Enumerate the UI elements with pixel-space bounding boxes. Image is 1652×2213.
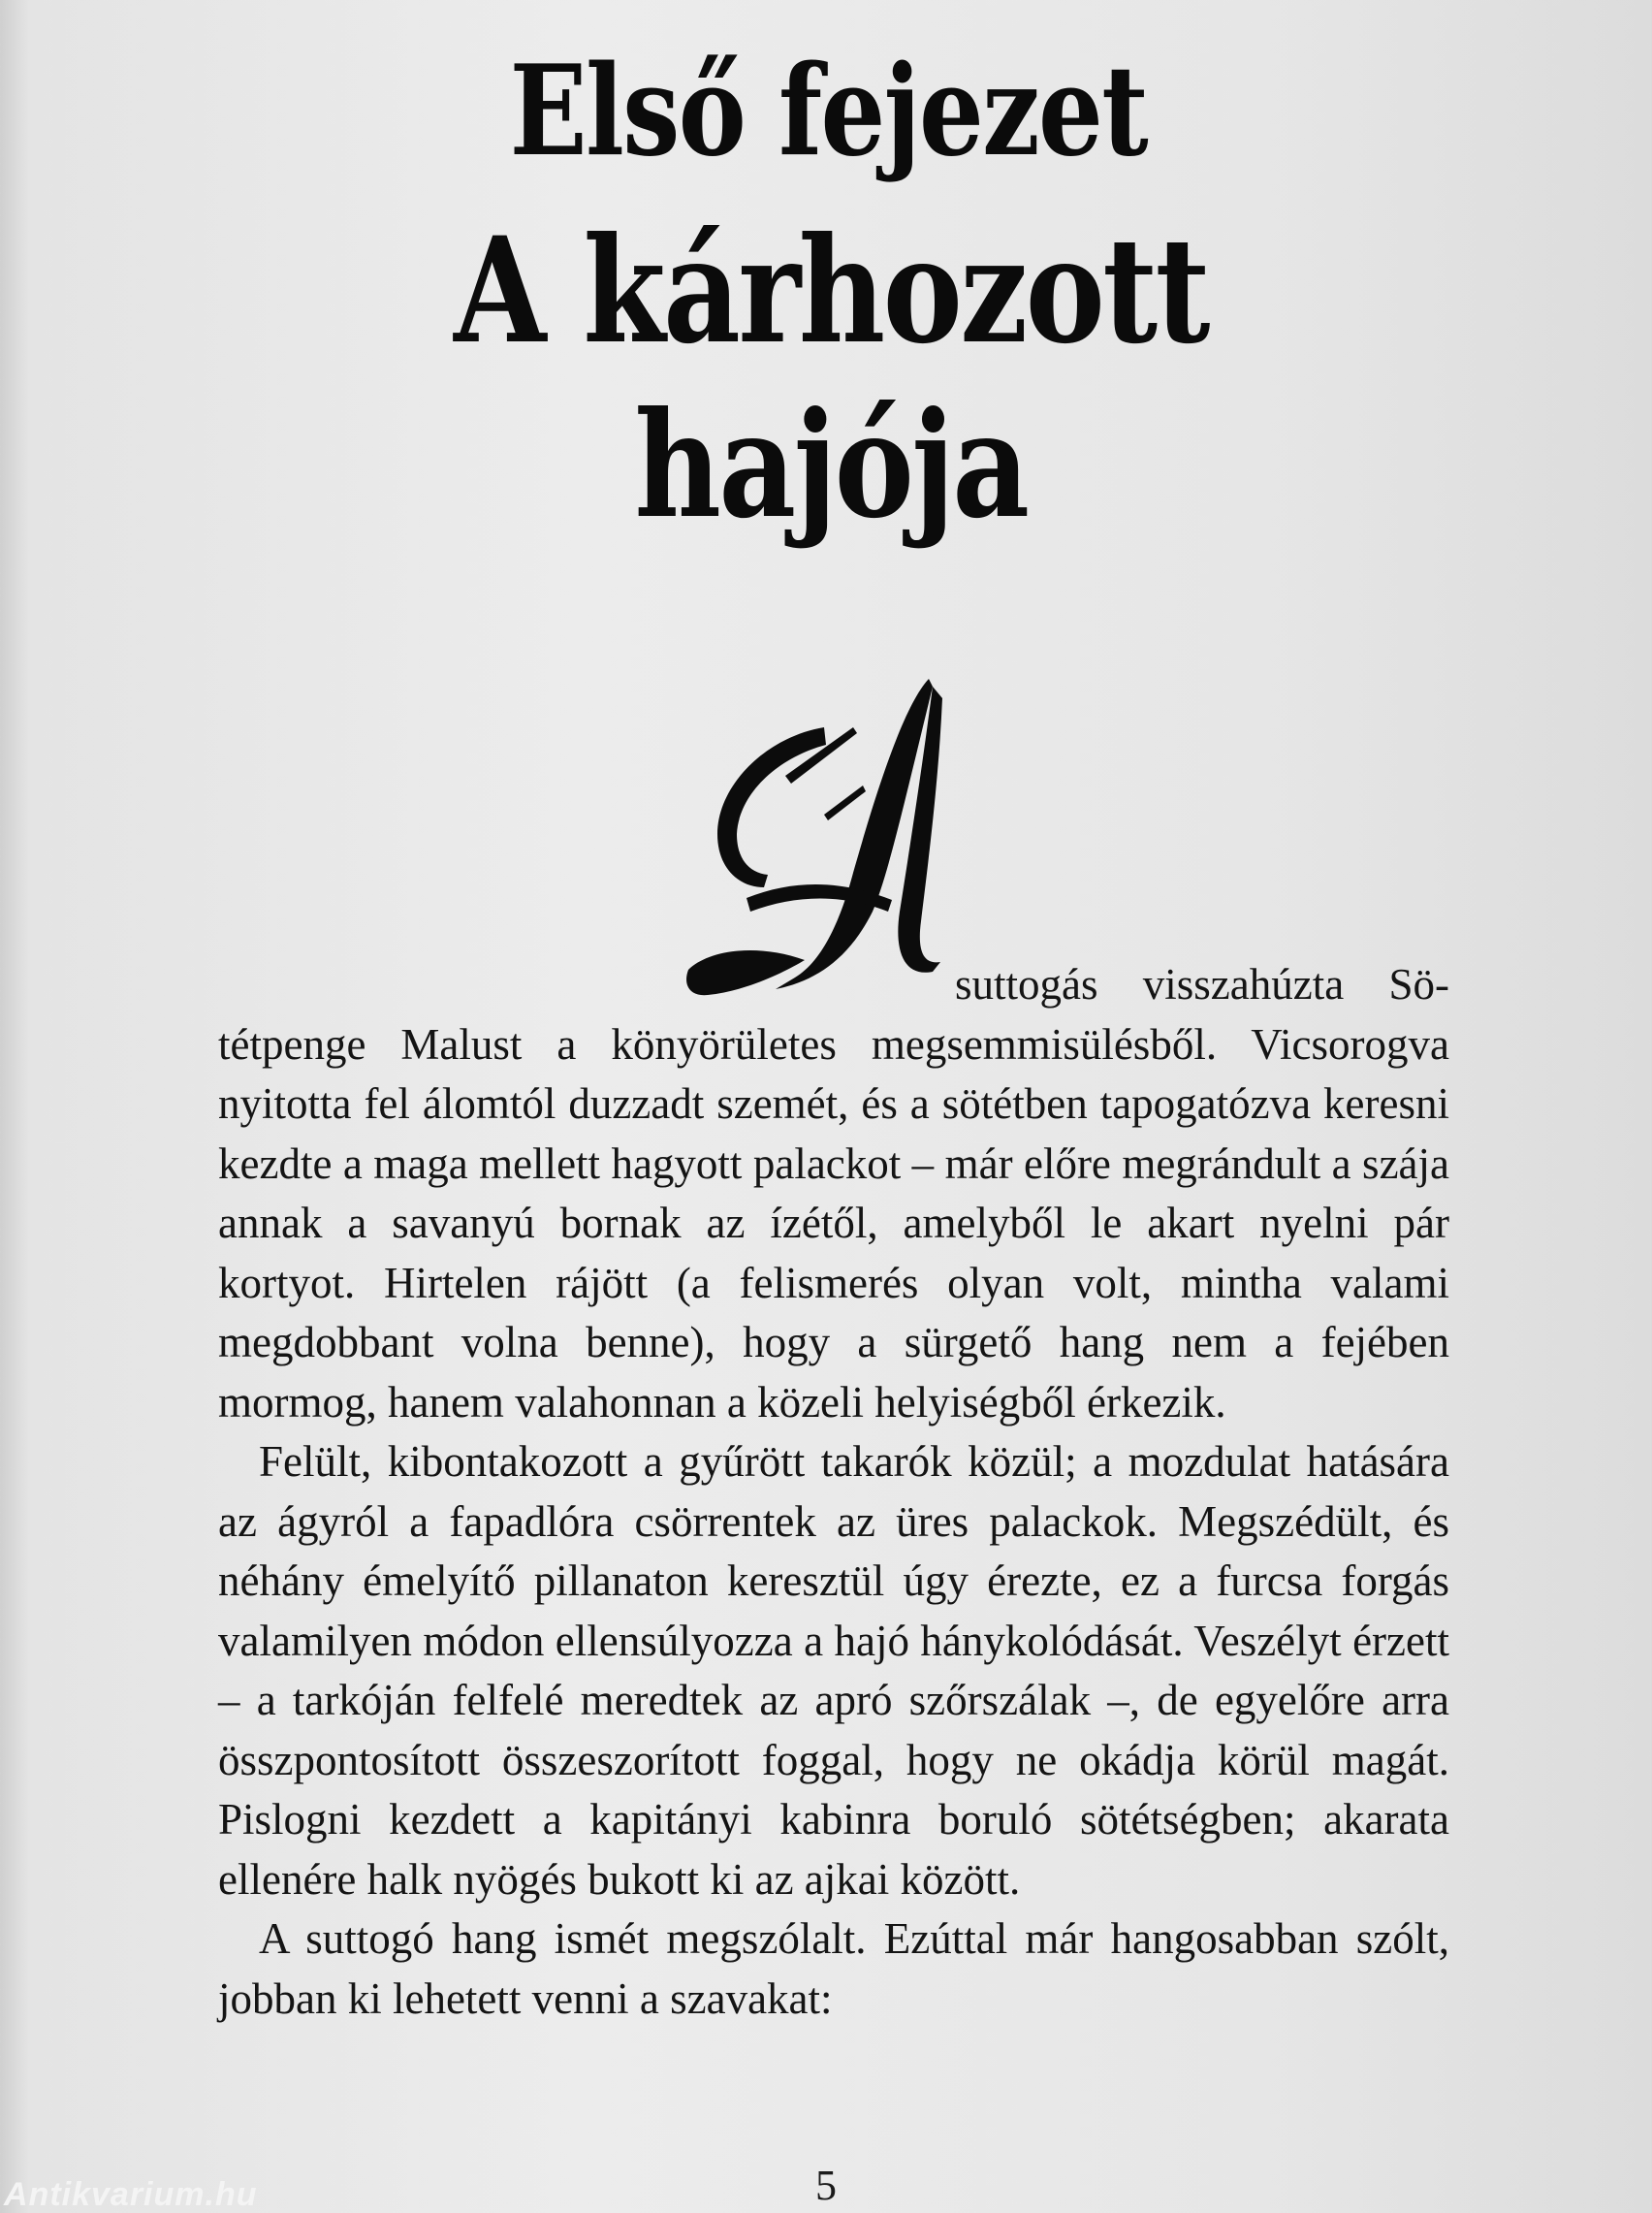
chapter-title xyxy=(0,204,1652,553)
drop-cap-letter: A xyxy=(680,670,682,672)
chapter-label: Első fejezet xyxy=(509,39,1148,184)
paragraph-1-rest: tétpenge Malust a könyörületes megsemmisülésből. Vicsorogva nyitotta fel álomtól duzzadt szemét, és a sötétben tapogatózva keresni kezdte a maga mellett hagyott palackot – már előre megrándult a szája annak a savanyú bornak az ízétől, amelyből le akart nyelni pár kortyot. Hirtelen rájött (a felismerés olyan volt, mintha valami megdobbant volna benne), hogy a sürgető hang nem a fejében mormog, hanem valahonnan a közeli helyiségből érkezik. xyxy=(218,1019,1449,1427)
paragraph-2: Felült, kibontakozott a gyűrött takarók közül; a mozdulat hatására az ágyról a fapadlóra csörrentek az üres palackok. Megszédült, és néhány émelyítő pillanaton keresztül úgy érezte, ez a furcsa forgás valamilyen módon ellensúlyozza a hajó hánykolódását. Veszélyt érzett – a tarkóján felfelé meredtek az apró szőrszálak –, de egyelőre arra összpontosított összeszorított foggal, hogy ne okádja körül magát. Pislogni kezdett a kapitányi kabinra boruló sötétségben; akarata ellenére halk nyögés bukott ki az ajkai között. xyxy=(218,1437,1449,1904)
paragraph-1-first-line: suttogás visszahúzta Sö- xyxy=(955,960,1449,1009)
page-number: 5 xyxy=(815,2162,837,2209)
drop-cap-ornament xyxy=(679,669,960,999)
paragraph-3: A suttogó hang ismét megszólalt. Ezúttal már hangosabban szólt, jobban ki lehetett venni a szavakat: xyxy=(218,1914,1449,2023)
drop-cap-bowl xyxy=(717,727,826,887)
watermark: Antikvarium.hu xyxy=(4,2176,258,2213)
chapter-title-line-1: A kárhozott xyxy=(454,206,1208,376)
chapter-title-line-2: hajója xyxy=(634,380,1028,551)
paragraph-1 xyxy=(218,955,1449,1432)
body-text xyxy=(218,955,1449,2029)
